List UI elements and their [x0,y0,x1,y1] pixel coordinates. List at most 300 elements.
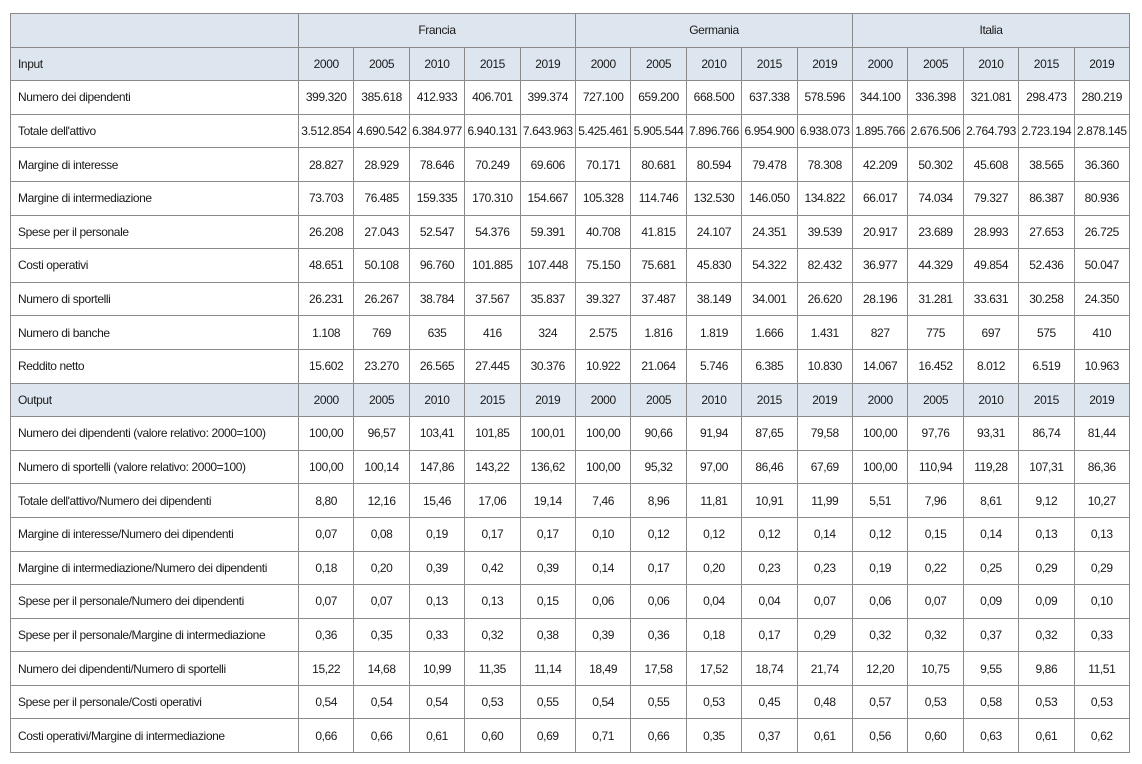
value-cell: 10.830 [797,349,852,383]
value-cell: 0,10 [575,517,630,551]
value-cell: 23.270 [354,349,409,383]
value-cell: 8,80 [299,484,354,518]
value-cell: 0,07 [354,585,409,619]
year-header-cell: 2010 [686,383,741,417]
value-cell: 0,54 [575,685,630,719]
value-cell: 0,19 [852,551,907,585]
table-row [11,551,1130,585]
value-cell: 0,32 [1019,618,1074,652]
value-cell: 0,15 [908,517,963,551]
value-cell: 0,14 [963,517,1018,551]
value-cell: 12,20 [852,652,907,686]
value-cell: 8,96 [631,484,686,518]
row-label: Numero dei dipendenti [11,81,299,115]
year-header-cell: 2000 [852,47,907,81]
table-container [10,13,1130,753]
value-cell: 0,54 [354,685,409,719]
value-cell: 97,76 [908,417,963,451]
value-cell: 3.512.854 [299,114,354,148]
value-cell: 575 [1019,316,1074,350]
section-header-row-input [11,47,1130,81]
value-cell: 0,60 [908,719,963,753]
value-cell: 385.618 [354,81,409,115]
row-label: Spese per il personale/Margine di intermediazione [11,618,299,652]
value-cell: 0,06 [631,585,686,619]
value-cell: 18,49 [575,652,630,686]
value-cell: 45.608 [963,148,1018,182]
table-row [11,417,1130,451]
row-label: Costi operativi [11,249,299,283]
value-cell: 697 [963,316,1018,350]
value-cell: 67,69 [797,450,852,484]
value-cell: 668.500 [686,81,741,115]
value-cell: 17,58 [631,652,686,686]
value-cell: 6.938.073 [797,114,852,148]
value-cell: 100,00 [575,417,630,451]
value-cell: 0,38 [520,618,575,652]
table-row [11,450,1130,484]
value-cell: 0,15 [520,585,575,619]
value-cell: 0,18 [299,551,354,585]
value-cell: 54.376 [465,215,520,249]
row-label: Totale dell'attivo/Numero dei dipendenti [11,484,299,518]
value-cell: 10,75 [908,652,963,686]
value-cell: 0,08 [354,517,409,551]
value-cell: 79.327 [963,181,1018,215]
value-cell: 38.565 [1019,148,1074,182]
value-cell: 0,53 [686,685,741,719]
value-cell: 11,99 [797,484,852,518]
value-cell: 96,57 [354,417,409,451]
value-cell: 73.703 [299,181,354,215]
value-cell: 0,35 [354,618,409,652]
value-cell: 7.643.963 [520,114,575,148]
value-cell: 40.708 [575,215,630,249]
year-header-cell: 2005 [908,383,963,417]
value-cell: 1.895.766 [852,114,907,148]
value-cell: 1.431 [797,316,852,350]
value-cell: 18,74 [742,652,797,686]
value-cell: 9,86 [1019,652,1074,686]
value-cell: 0,04 [742,585,797,619]
year-header-cell: 2005 [908,47,963,81]
value-cell: 39.539 [797,215,852,249]
year-header-cell: 2019 [1074,47,1129,81]
value-cell: 1.666 [742,316,797,350]
value-cell: 7,96 [908,484,963,518]
value-cell: 727.100 [575,81,630,115]
value-cell: 336.398 [908,81,963,115]
value-cell: 416 [465,316,520,350]
year-header-cell: 2019 [520,383,575,417]
value-cell: 298.473 [1019,81,1074,115]
year-header-cell: 2005 [354,383,409,417]
value-cell: 321.081 [963,81,1018,115]
value-cell: 0,17 [742,618,797,652]
value-cell: 75.681 [631,249,686,283]
value-cell: 114.746 [631,181,686,215]
value-cell: 30.376 [520,349,575,383]
value-cell: 0,33 [409,618,464,652]
value-cell: 38.784 [409,282,464,316]
country-header-francia: Francia [299,14,576,48]
value-cell: 59.391 [520,215,575,249]
value-cell: 0,12 [742,517,797,551]
value-cell: 0,36 [299,618,354,652]
value-cell: 0,09 [963,585,1018,619]
value-cell: 0,17 [631,551,686,585]
table-row [11,148,1130,182]
value-cell: 23.689 [908,215,963,249]
value-cell: 15.602 [299,349,354,383]
value-cell: 0,66 [631,719,686,753]
value-cell: 406.701 [465,81,520,115]
value-cell: 10.963 [1074,349,1129,383]
value-cell: 0,53 [1019,685,1074,719]
year-header-cell: 2015 [1019,383,1074,417]
value-cell: 0,12 [852,517,907,551]
value-cell: 6.519 [1019,349,1074,383]
value-cell: 21.064 [631,349,686,383]
value-cell: 79,58 [797,417,852,451]
value-cell: 0,57 [852,685,907,719]
value-cell: 42.209 [852,148,907,182]
value-cell: 0,20 [686,551,741,585]
value-cell: 0,53 [908,685,963,719]
value-cell: 19,14 [520,484,575,518]
value-cell: 0,17 [465,517,520,551]
value-cell: 399.374 [520,81,575,115]
value-cell: 100,00 [852,450,907,484]
value-cell: 31.281 [908,282,963,316]
value-cell: 4.690.542 [354,114,409,148]
value-cell: 136,62 [520,450,575,484]
value-cell: 21,74 [797,652,852,686]
row-label: Spese per il personale [11,215,299,249]
value-cell: 75.150 [575,249,630,283]
row-label: Margine di interesse/Numero dei dipendenti [11,517,299,551]
row-label: Numero di banche [11,316,299,350]
value-cell: 80.936 [1074,181,1129,215]
value-cell: 0,13 [1019,517,1074,551]
value-cell: 100,00 [575,450,630,484]
value-cell: 0,07 [797,585,852,619]
value-cell: 10,99 [409,652,464,686]
year-header-cell: 2019 [1074,383,1129,417]
value-cell: 27.653 [1019,215,1074,249]
value-cell: 410 [1074,316,1129,350]
value-cell: 0,48 [797,685,852,719]
value-cell: 80.594 [686,148,741,182]
value-cell: 0,37 [742,719,797,753]
value-cell: 2.575 [575,316,630,350]
value-cell: 37.567 [465,282,520,316]
value-cell: 6.385 [742,349,797,383]
year-header-cell: 2000 [575,383,630,417]
value-cell: 24.107 [686,215,741,249]
row-label: Spese per il personale/Numero dei dipendenti [11,585,299,619]
row-label: Numero dei dipendenti (valore relativo: 2000=100) [11,417,299,451]
value-cell: 146.050 [742,181,797,215]
value-cell: 14.067 [852,349,907,383]
year-header-cell: 2015 [465,47,520,81]
value-cell: 16.452 [908,349,963,383]
year-header-cell: 2019 [520,47,575,81]
value-cell: 0,20 [354,551,409,585]
value-cell: 0,14 [575,551,630,585]
value-cell: 0,13 [465,585,520,619]
value-cell: 45.830 [686,249,741,283]
row-label: Margine di interesse [11,148,299,182]
value-cell: 0,23 [742,551,797,585]
value-cell: 147,86 [409,450,464,484]
value-cell: 0,53 [1074,685,1129,719]
value-cell: 119,28 [963,450,1018,484]
value-cell: 66.017 [852,181,907,215]
value-cell: 769 [354,316,409,350]
year-header-cell: 2010 [409,383,464,417]
value-cell: 79.478 [742,148,797,182]
value-cell: 30.258 [1019,282,1074,316]
value-cell: 27.043 [354,215,409,249]
year-header-cell: 2005 [631,383,686,417]
value-cell: 11,51 [1074,652,1129,686]
value-cell: 0,25 [963,551,1018,585]
year-header-cell: 2010 [963,47,1018,81]
row-label: Reddito netto [11,349,299,383]
row-label: Numero di sportelli (valore relativo: 2000=100) [11,450,299,484]
value-cell: 70.171 [575,148,630,182]
value-cell: 39.327 [575,282,630,316]
country-header-germania: Germania [575,14,852,48]
value-cell: 33.631 [963,282,1018,316]
value-cell: 0,61 [797,719,852,753]
value-cell: 52.547 [409,215,464,249]
value-cell: 24.350 [1074,282,1129,316]
value-cell: 0,06 [852,585,907,619]
value-cell: 74.034 [908,181,963,215]
value-cell: 0,29 [1074,551,1129,585]
value-cell: 81,44 [1074,417,1129,451]
value-cell: 76.485 [354,181,409,215]
value-cell: 0,54 [409,685,464,719]
value-cell: 7.896.766 [686,114,741,148]
value-cell: 7,46 [575,484,630,518]
table-row [11,282,1130,316]
value-cell: 280.219 [1074,81,1129,115]
value-cell: 100,01 [520,417,575,451]
table-row [11,81,1130,115]
value-cell: 344.100 [852,81,907,115]
value-cell: 0,39 [520,551,575,585]
value-cell: 28.929 [354,148,409,182]
value-cell: 37.487 [631,282,686,316]
value-cell: 324 [520,316,575,350]
value-cell: 0,71 [575,719,630,753]
table-row [11,585,1130,619]
value-cell: 38.149 [686,282,741,316]
value-cell: 399.320 [299,81,354,115]
value-cell: 49.854 [963,249,1018,283]
row-label: Numero di sportelli [11,282,299,316]
value-cell: 26.620 [797,282,852,316]
value-cell: 0,18 [686,618,741,652]
value-cell: 50.047 [1074,249,1129,283]
value-cell: 0,33 [1074,618,1129,652]
year-header-cell: 2000 [852,383,907,417]
value-cell: 5.905.544 [631,114,686,148]
value-cell: 110,94 [908,450,963,484]
value-cell: 0,23 [797,551,852,585]
value-cell: 26.208 [299,215,354,249]
value-cell: 14,68 [354,652,409,686]
value-cell: 154.667 [520,181,575,215]
value-cell: 26.725 [1074,215,1129,249]
value-cell: 0,10 [1074,585,1129,619]
country-header-italia: Italia [852,14,1129,48]
value-cell: 91,94 [686,417,741,451]
value-cell: 101.885 [465,249,520,283]
table-row [11,114,1130,148]
value-cell: 26.231 [299,282,354,316]
value-cell: 0,53 [465,685,520,719]
year-header-cell: 2019 [797,47,852,81]
value-cell: 0,66 [354,719,409,753]
value-cell: 0,04 [686,585,741,619]
value-cell: 0,63 [963,719,1018,753]
row-label: Costi operativi/Margine di intermediazione [11,719,299,753]
value-cell: 44.329 [908,249,963,283]
value-cell: 134.822 [797,181,852,215]
value-cell: 86,74 [1019,417,1074,451]
value-cell: 101,85 [465,417,520,451]
value-cell: 26.565 [409,349,464,383]
table-row [11,517,1130,551]
value-cell: 0,29 [797,618,852,652]
value-cell: 78.646 [409,148,464,182]
value-cell: 0,58 [963,685,1018,719]
value-cell: 0,60 [465,719,520,753]
table-row [11,349,1130,383]
value-cell: 635 [409,316,464,350]
country-header-row [11,14,1130,48]
value-cell: 78.308 [797,148,852,182]
value-cell: 80.681 [631,148,686,182]
value-cell: 52.436 [1019,249,1074,283]
value-cell: 90,66 [631,417,686,451]
table-row [11,685,1130,719]
value-cell: 36.360 [1074,148,1129,182]
value-cell: 107,31 [1019,450,1074,484]
value-cell: 578.596 [797,81,852,115]
value-cell: 0,09 [1019,585,1074,619]
table-row [11,719,1130,753]
value-cell: 107.448 [520,249,575,283]
section-title: Input [11,47,299,81]
value-cell: 105.328 [575,181,630,215]
value-cell: 70.249 [465,148,520,182]
value-cell: 5.425.461 [575,114,630,148]
table-row [11,215,1130,249]
value-cell: 1.108 [299,316,354,350]
value-cell: 827 [852,316,907,350]
row-label: Spese per il personale/Costi operativi [11,685,299,719]
value-cell: 69.606 [520,148,575,182]
banking-indicators-table [10,13,1130,753]
row-label: Margine di intermediazione [11,181,299,215]
value-cell: 0,22 [908,551,963,585]
value-cell: 0,12 [686,517,741,551]
value-cell: 103,41 [409,417,464,451]
table-row [11,249,1130,283]
value-cell: 0,32 [465,618,520,652]
value-cell: 82.432 [797,249,852,283]
value-cell: 35.837 [520,282,575,316]
value-cell: 0,56 [852,719,907,753]
value-cell: 34.001 [742,282,797,316]
year-header-cell: 2000 [299,47,354,81]
value-cell: 86,36 [1074,450,1129,484]
table-row [11,652,1130,686]
value-cell: 775 [908,316,963,350]
value-cell: 132.530 [686,181,741,215]
value-cell: 93,31 [963,417,1018,451]
year-header-cell: 2005 [354,47,409,81]
value-cell: 0,19 [409,517,464,551]
value-cell: 10,91 [742,484,797,518]
value-cell: 50.108 [354,249,409,283]
value-cell: 2.723.194 [1019,114,1074,148]
value-cell: 1.819 [686,316,741,350]
value-cell: 0,13 [409,585,464,619]
value-cell: 26.267 [354,282,409,316]
value-cell: 27.445 [465,349,520,383]
value-cell: 11,35 [465,652,520,686]
value-cell: 5.746 [686,349,741,383]
section-title: Output [11,383,299,417]
value-cell: 0,55 [631,685,686,719]
value-cell: 10,27 [1074,484,1129,518]
value-cell: 0,39 [409,551,464,585]
value-cell: 12,16 [354,484,409,518]
value-cell: 0,42 [465,551,520,585]
value-cell: 11,81 [686,484,741,518]
year-header-cell: 2010 [963,383,1018,417]
value-cell: 6.940.131 [465,114,520,148]
value-cell: 0,29 [1019,551,1074,585]
year-header-cell: 2010 [409,47,464,81]
value-cell: 8.012 [963,349,1018,383]
value-cell: 100,00 [852,417,907,451]
value-cell: 20.917 [852,215,907,249]
value-cell: 28.827 [299,148,354,182]
value-cell: 0,62 [1074,719,1129,753]
year-header-cell: 2015 [465,383,520,417]
value-cell: 159.335 [409,181,464,215]
value-cell: 143,22 [465,450,520,484]
year-header-cell: 2005 [631,47,686,81]
value-cell: 95,32 [631,450,686,484]
value-cell: 2.676.506 [908,114,963,148]
value-cell: 0,12 [631,517,686,551]
value-cell: 0,55 [520,685,575,719]
value-cell: 11,14 [520,652,575,686]
row-label: Margine di intermediazione/Numero dei dipendenti [11,551,299,585]
table-row [11,618,1130,652]
value-cell: 41.815 [631,215,686,249]
value-cell: 2.764.793 [963,114,1018,148]
value-cell: 86.387 [1019,181,1074,215]
